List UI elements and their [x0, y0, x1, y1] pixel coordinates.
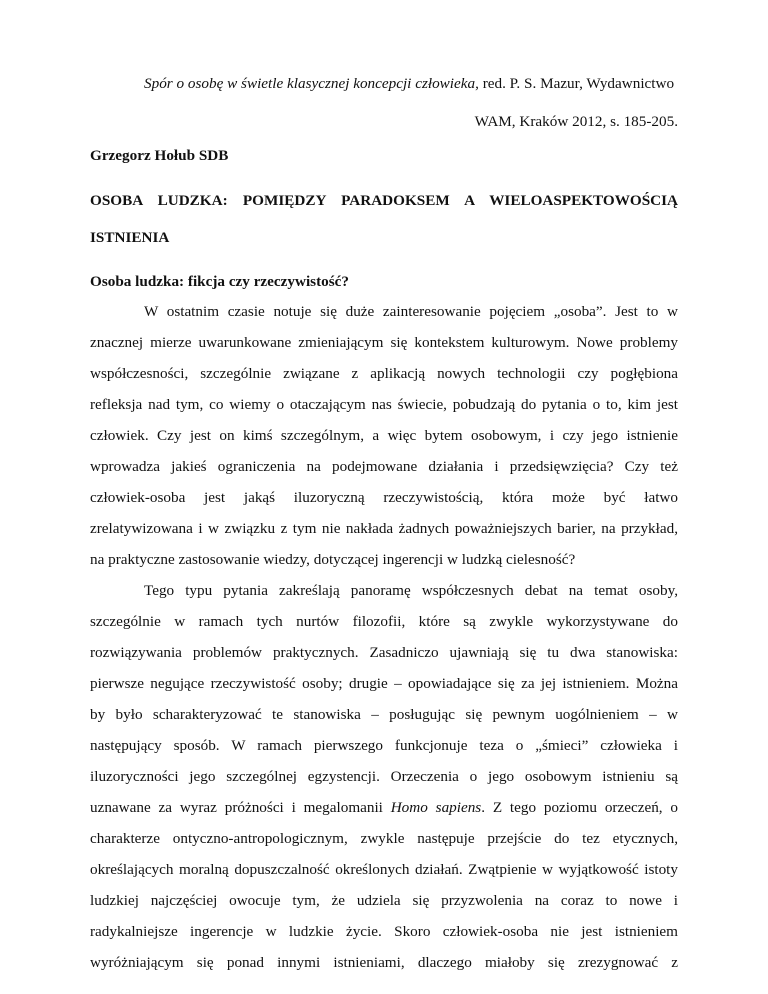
paragraph-1-line: refleksja nad tym, co wiemy o otaczającym nas świecie, pobudzają do pytania o to, kim jest — [90, 396, 678, 413]
paragraph-2-line: iluzoryczności jego szczególnej egzystencji. Orzeczenia o jego osobowym istnieniu są — [90, 768, 678, 785]
paragraph-2-line: następujący sposób. W ramach pierwszego funkcjonuje teza o „śmieci” człowieka i — [90, 737, 678, 754]
paragraph-2-line: szczególnie w ramach tych nurtów filozofii, które są zwykle wykorzystywane do — [90, 613, 678, 630]
italic-term: Homo sapiens — [390, 799, 482, 816]
paragraph-2-line: wyróżniającym się ponad innymi istnieniami, dlaczego miałoby się zrezygnować z — [90, 954, 678, 971]
paragraph-2-line — [90, 798, 678, 818]
paragraph-2-line: by było scharakteryzować te stanowiska – posługując się pewnym uogólnieniem – w — [90, 706, 678, 723]
paragraph-2-line: ludzkiej najczęściej owocuje tym, że udziela się przyzwolenia na coraz to nowe i — [90, 892, 678, 909]
paragraph-1-line: wprowadza jakieś ograniczenia na podejmowane działania i przedsięwzięcia? Czy też — [90, 458, 678, 475]
paragraph-2-line: charakterze ontyczno-antropologicznym, zwykle następuje przejście do tez etycznych, — [90, 830, 678, 847]
text-run: uznawane za wyraz próżności i megalomanii — [90, 799, 391, 816]
paragraph-1-line: zrelatywizowana i w związku z tym nie nakłada żadnych poważniejszych barier, na przykład, — [90, 520, 678, 537]
paragraph-1-line: W ostatnim czasie notuje się duże zainteresowanie pojęciem „osoba”. Jest to w — [144, 303, 678, 320]
citation-line-1 — [144, 74, 674, 94]
paragraph-1-line: na praktyczne zastosowanie wiedzy, dotyczącej ingerencji w ludzką cielesność? — [90, 551, 576, 568]
section-heading: Osoba ludzka: fikcja czy rzeczywistość? — [90, 273, 349, 290]
paragraph-1-line: człowiek. Czy jest on kimś szczególnym, a więc bytem osobowym, i czy jego istnienie — [90, 427, 678, 444]
author-name: Grzegorz Hołub SDB — [90, 147, 229, 164]
citation-line-2: WAM, Kraków 2012, s. 185-205. — [474, 113, 678, 130]
paragraph-2-line: pierwsze negujące rzeczywistość osoby; drugie – opowiadające się za jej istnieniem. Można — [90, 675, 678, 692]
paragraph-1-line: współczesności, szczególnie związane z aplikacją nowych technologii czy pogłębiona — [90, 365, 678, 382]
article-title-line-2: ISTNIENIA — [90, 229, 170, 246]
paragraph-2-line: radykalniejsze ingerencje w ludzkie życie. Skoro człowiek-osoba nie jest istnieniem — [90, 923, 678, 940]
paragraph-2-line: rozwiązywania problemów praktycznych. Zasadniczo ujawniają się tu dwa stanowiska: — [90, 644, 678, 661]
paragraph-1-line: człowiek-osoba jest jakąś iluzoryczną rzeczywistością, która może być łatwo — [90, 489, 678, 506]
book-title: Spór o osobę w świetle klasycznej koncepcji człowieka — [144, 75, 476, 92]
paragraph-1-line: znacznej mierze uwarunkowane zmieniającym się kontekstem kulturowym. Nowe problemy — [90, 334, 678, 351]
article-title-line-1: OSOBA LUDZKA: POMIĘDZY PARADOKSEM A WIELOASPEKTOWOŚCIĄ — [90, 192, 678, 209]
paragraph-2-line: określających moralną dopuszczalność określonych działań. Zwątpienie w wyjątkowość istoty — [90, 861, 678, 878]
paragraph-2-line: Tego typu pytania zakreślają panoramę współczesnych debat na temat osoby, — [144, 582, 678, 599]
citation-rest: , red. P. S. Mazur, Wydawnictwo — [475, 75, 675, 92]
text-run: . Z tego poziomu orzeczeń, o — [481, 799, 678, 816]
